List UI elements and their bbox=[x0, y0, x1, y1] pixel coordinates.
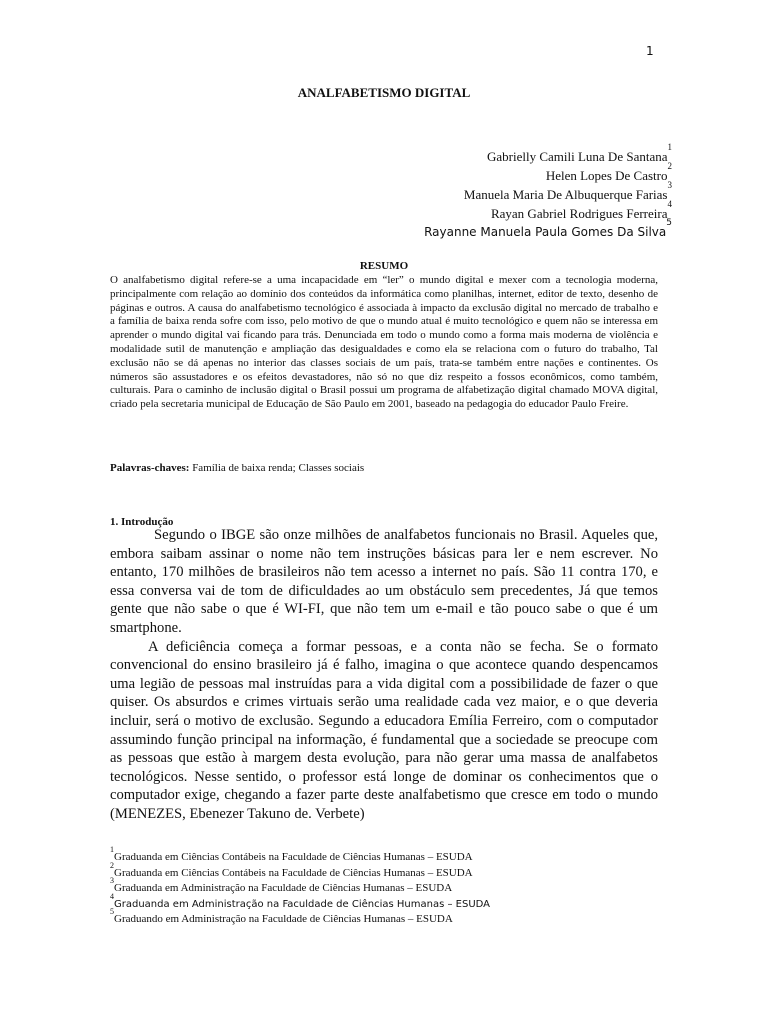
footnote-mark: 1 bbox=[110, 845, 114, 854]
author-name: Gabrielly Camili Luna De Santana bbox=[486, 149, 668, 164]
keywords-label: Palavras-chaves: bbox=[110, 462, 190, 474]
footnote-mark: 5 bbox=[110, 907, 114, 916]
author-name: Helen Lopes De Castro bbox=[545, 168, 668, 183]
author-list bbox=[424, 142, 672, 242]
author-line bbox=[424, 180, 672, 204]
footnote-mark: 2 bbox=[110, 860, 114, 870]
author-name: Manuela Maria De Albuquerque Farias bbox=[463, 187, 668, 202]
abstract-text: O analfabetismo digital refere-se a uma incapacidade em “ler” o mundo digital e mexer com a tecnologia moderna, principalmente com relação ao domínio dos conteúdos da informática como planilhas, internet, editor de texto, desenho de páginas e outros. A causa do analfabetismo tecnológico é associada à impacto da exclusão digital no mercado de trabalho e a família de baixa renda sofre com isso, pelo motivo de que o mundo atual é muito tecnológico e quem não se interessa em aprender o mundo digital vai ficando para trás. Denunciada em todo o mundo como a forma mais moderna de violência e modalidade sutil de manutenção e ampliação das desigualdades e como ela se relaciona com o futuro do trabalho, Tal exclusão não se dá apenas no interior das classes sociais de um país, trata-se também entre nações e continentes. Os números são assustadores e os efeitos devastadores, não só no que diz respeito a fossos econômicos, como também, culturais. Para o caminho de inclusão digital o Brasil possui um programa de alfabetização digital chamado MOVA digital, criado pela secretaria municipal de Educação de São Paulo em 2001, baseado na pedagogia do educador Paulo Freire. bbox=[110, 274, 658, 411]
footnote-text: Graduando em Administração na Faculdade de Ciências Humanas – ESUDA bbox=[114, 913, 453, 925]
author-mark: 4 bbox=[667, 199, 672, 209]
paragraph: A deficiência começa a formar pessoas, e a conta não se fecha. Se o formato convencional do ensino brasileiro já é falho, imagina o que acontece quando despencamos uma legião de pessoas mal instruídas para a vida digital com a possibilidade de fazer o que quiser. Os absurdos e crimes virtuais serão uma realidade cada vez maior, e o que deveria incluir, será o motivo de exclusão. Segundo a educadora Emília Ferreiro, com o computador assumindo função principal na informação, é fundamental que a sociedade se preocupe com as pessoas que estão à margem desta evolução, para não gerar uma massa de analfabetos tecnológicos. Nesse sentido, o professor está longe de dominar os conhecimentos que o computador exige, chegando a fazer parte deste analfabetismo que cresce em todo o mundo (MENEZES, Ebenezer Takuno de. Verbete) bbox=[110, 638, 658, 822]
author-line bbox=[424, 161, 672, 185]
author-mark: 2 bbox=[667, 161, 672, 171]
keywords-value: Família de baixa renda; Classes sociais bbox=[192, 462, 365, 474]
author-mark: 5 bbox=[666, 218, 672, 228]
abstract-heading: RESUMO bbox=[359, 260, 409, 272]
author-line bbox=[424, 142, 672, 166]
author-name: Rayan Gabriel Rodrigues Ferreira bbox=[490, 206, 668, 221]
footnote-text: Graduanda em Ciências Contábeis na Faculdade de Ciências Humanas – ESUDA bbox=[114, 851, 473, 863]
footnote bbox=[110, 876, 658, 897]
footnote bbox=[110, 907, 658, 928]
footnote-text: Graduanda em Administração na Faculdade de Ciências Humanas – ESUDA bbox=[114, 898, 491, 910]
footnote-mark: 4 bbox=[110, 891, 114, 901]
footnote-mark: 3 bbox=[110, 876, 114, 885]
document-title: ANALFABETISMO DIGITAL bbox=[297, 85, 471, 100]
author-line bbox=[424, 218, 672, 242]
footnote-text: Graduanda em Ciências Contábeis na Faculdade de Ciências Humanas – ESUDA bbox=[114, 866, 473, 879]
footnote bbox=[110, 891, 658, 913]
paragraph: Segundo o IBGE são onze milhões de analfabetos funcionais no Brasil. Aqueles que, embora saibam assinar o nome não tem instruções básicas para ler e nem escrever. No entanto, 170 milhões de brasileiros não tem acesso a internet no país. São 11 contra 170, e essa conversa vai de tom de dificuldades ao um obstáculo sem precedentes, Já que temos gente que não sabe o que é WI-FI, que não tem um e-mail e tão pouco sabe o que é um smartphone. bbox=[110, 527, 658, 636]
keywords bbox=[110, 462, 658, 474]
footnotes bbox=[110, 845, 658, 928]
author-mark: 1 bbox=[667, 142, 672, 152]
footnote bbox=[110, 860, 658, 882]
introduction-body bbox=[110, 526, 658, 824]
footnote-text: Graduanda em Administração na Faculdade de Ciências Humanas – ESUDA bbox=[114, 882, 453, 894]
author-line bbox=[424, 199, 672, 223]
page-number: 1 bbox=[646, 44, 654, 58]
section-heading: 1. Introdução bbox=[110, 516, 174, 528]
author-mark: 3 bbox=[667, 180, 672, 190]
footnote bbox=[110, 845, 658, 866]
author-name: Rayanne Manuela Paula Gomes Da Silva bbox=[424, 225, 667, 239]
